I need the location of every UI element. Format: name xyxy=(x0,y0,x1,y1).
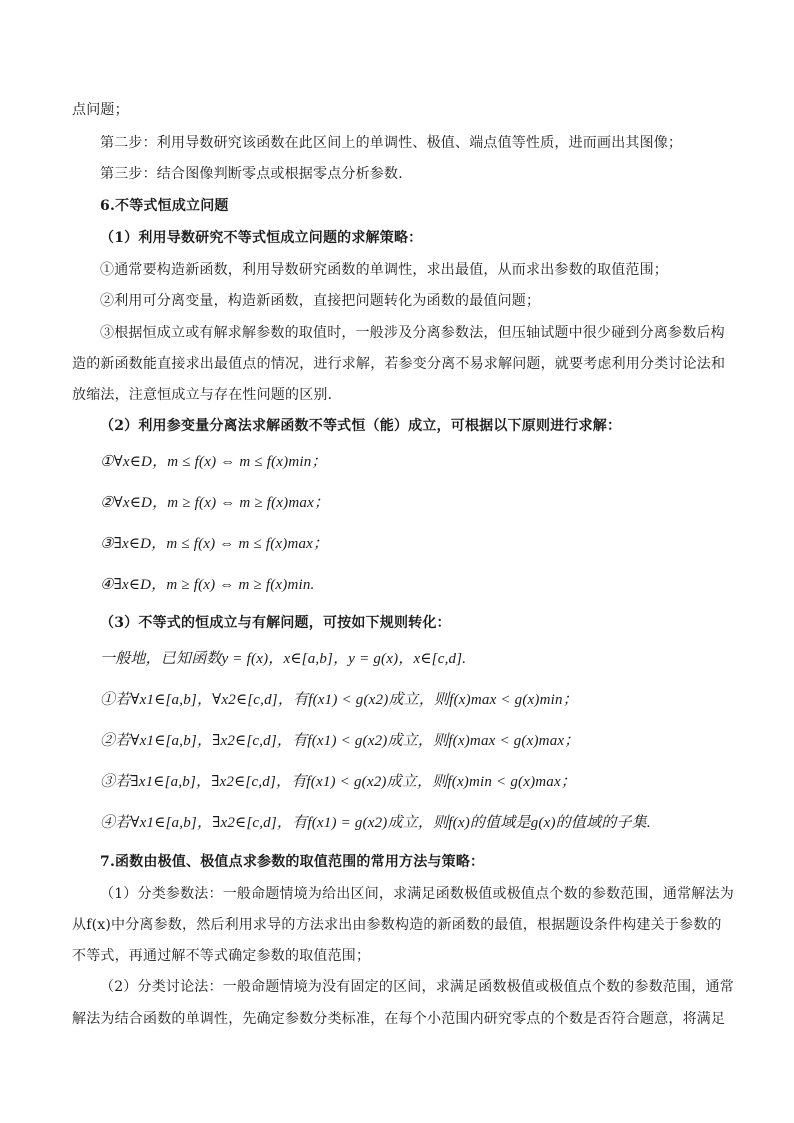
text-line: 第二步：利用导数研究该函数在此区间上的单调性、极值、端点值等性质，进而画出其图像； xyxy=(100,135,683,151)
text-line: 从f(x)中分离参数，然后利用求导的方法求出由参数构造的新函数的最值，根据题设条件构建关于参数的 xyxy=(72,917,722,933)
text-line: 不等式，再通过解不等式确定参数的取值范围； xyxy=(72,948,371,964)
formula-line: ②若∀x1∈[a,b]，∃x2∈[c,d]，有f(x1) < g(x2)成立，则f(x)max < g(x)max； xyxy=(100,733,580,749)
subsection-heading: （3）不等式的恒成立与有解问题，可按如下规则转化： xyxy=(100,615,451,631)
formula-line: ④∃x∈D，m ≥ f(x) ⇔ m ≥ f(x)min. xyxy=(100,577,315,593)
section-heading: 6.不等式恒成立问题 xyxy=(100,198,229,214)
text-line: （2）分类讨论法：一般命题情境为没有固定的区间，求满足函数极值或极值点个数的参数范围，通常 xyxy=(100,979,734,995)
formula-line: ①∀x∈D，m ≤ f(x) ⇔ m ≤ f(x)min； xyxy=(100,454,327,470)
subsection-heading: （2）利用参变量分离法求解函数不等式恒（能）成立，可根据以下原则进行求解： xyxy=(100,418,622,434)
formula-line: ③若∃x1∈[a,b]，∃x2∈[c,d]，有f(x1) < g(x2)成立，则f(x)min < g(x)max； xyxy=(100,774,577,790)
text-line: （1）分类参数法：一般命题情境为给出区间，求满足函数极值或极值点个数的参数范围，通常解法为 xyxy=(100,886,734,902)
formula-line: 一般地，已知函数y = f(x)，x∈[a,b]，y = g(x)，x∈[c,d]. xyxy=(100,651,467,667)
text-line: 第三步：结合图像判断零点或根据零点分析参数. xyxy=(100,166,403,182)
formula-line: ④若∀x1∈[a,b]，∃x2∈[c,d]，有f(x1) = g(x2)成立，则f(x)的值域是g(x)的值域的子集. xyxy=(100,815,651,831)
formula-line: ①若∀x1∈[a,b]，∀x2∈[c,d]，有f(x1) < g(x2)成立，则f(x)max < g(x)min； xyxy=(100,692,578,708)
text-line: 点问题； xyxy=(72,102,129,118)
text-line: 造的新函数能直接求出最值点的情况，进行求解，若参变分离不易求解问题，就要考虑利用分类讨论法和 xyxy=(72,356,726,372)
section-heading: 7.函数由极值、极值点求参数的取值范围的常用方法与策略： xyxy=(100,854,485,870)
subsection-heading: （1）利用导数研究不等式恒成立问题的求解策略： xyxy=(100,230,423,246)
text-line: 解法为结合函数的单调性，先确定参数分类标准，在每个小范围内研究零点的个数是否符合题意，将满足 xyxy=(72,1011,726,1027)
text-line: 放缩法，注意恒成立与存在性问题的区别． xyxy=(72,387,342,403)
text-line: ②利用可分离变量，构造新函数，直接把问题转化为函数的最值问题； xyxy=(100,293,541,309)
formula-line: ③∃x∈D，m ≤ f(x) ⇔ m ≤ f(x)max； xyxy=(100,536,329,552)
text-line: ③根据恒成立或有解求解参数的取值时，一般涉及分离参数法，但压轴试题中很少碰到分离参数后构 xyxy=(100,325,725,341)
text-line: ①通常要构造新函数，利用导数研究函数的单调性，求出最值，从而求出参数的取值范围； xyxy=(100,262,668,278)
formula-line: ②∀x∈D，m ≥ f(x) ⇔ m ≥ f(x)max； xyxy=(100,495,330,511)
